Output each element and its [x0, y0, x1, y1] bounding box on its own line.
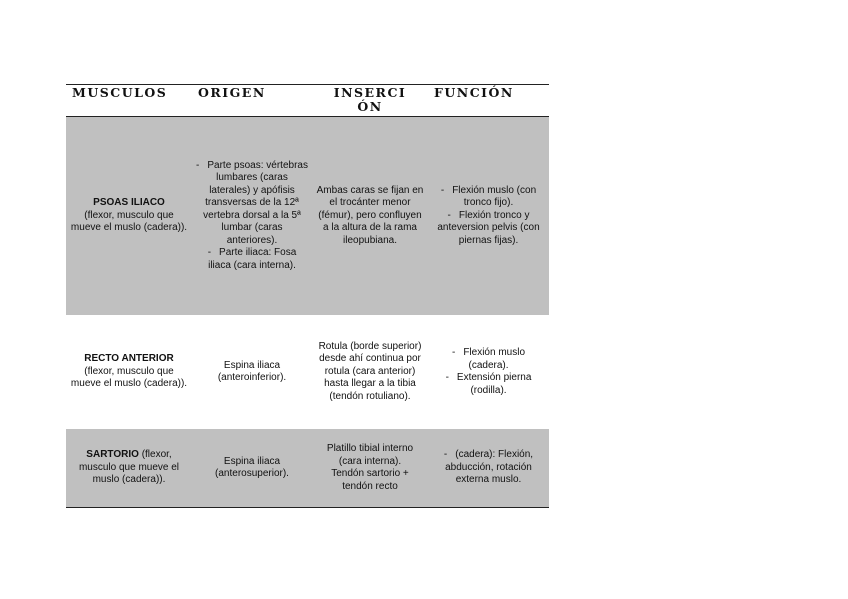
- funcion-cell: [428, 117, 549, 316]
- funcion-item: [432, 372, 545, 397]
- table-row: [66, 117, 549, 316]
- header-insercion-line2: ÓN: [357, 99, 383, 114]
- insercion-line: Tendón sartorio + tendón recto: [331, 468, 409, 492]
- insercion-cell: [312, 429, 428, 508]
- funcion-item: [432, 347, 545, 372]
- insercion-line: Platillo tibial interno (cara interna).: [326, 443, 414, 467]
- funcion-text: Flexión muslo (cadera).: [463, 347, 526, 371]
- dash: -: [447, 209, 451, 221]
- funcion-item: [432, 185, 545, 210]
- insercion-cell: Ambas caras se fijan en el trocánter menor (fémur), pero confluyen a la altura de la rama ileopubiana.: [312, 117, 428, 316]
- dash: -: [440, 184, 445, 196]
- origen-item: [196, 160, 308, 248]
- funcion-item: [432, 210, 545, 248]
- funcion-text: (cadera): Flexión, abducción, rotación externa muslo.: [445, 449, 534, 486]
- funcion-item: [432, 449, 545, 487]
- origen-text: Parte iliaca: Fosa iliaca (cara interna).: [208, 247, 297, 271]
- insercion-cell: Rotula (borde superior) desde ahí continua por rotula (cara anterior) hasta llegar a la tibia (tendón rotuliano).: [318, 340, 422, 402]
- muscle-desc: (flexor, musculo que mueve el muslo (cadera)).: [70, 209, 188, 234]
- funcion-text: Extensión pierna (rodilla).: [456, 372, 532, 396]
- header-row: [66, 85, 549, 117]
- muscle-cell: [66, 117, 192, 316]
- table-row: [66, 315, 549, 429]
- funcion-cell: [428, 429, 549, 508]
- origen-item: [196, 247, 308, 272]
- header-origen: ORIGEN: [192, 85, 312, 117]
- funcion-text: Flexión tronco y anteversion pelvis (con piernas fijas).: [437, 209, 540, 246]
- muscle-desc: (flexor, musculo que mueve el muslo (cadera)).: [78, 449, 180, 486]
- dash: -: [196, 159, 200, 171]
- dash: -: [445, 372, 449, 383]
- muscle-cell: [66, 315, 192, 429]
- muscle-cell: [66, 429, 192, 508]
- header-musculos: MUSCULOS: [66, 85, 192, 117]
- header-funcion: FUNCIÓN: [428, 85, 549, 117]
- table-row: [66, 429, 549, 508]
- header-insercion: [312, 85, 428, 117]
- origen-text: Parte psoas: vértebras lumbares (caras laterales) y apófisis transversas de la 12ª vertebra dorsal a la 5ª lumbar (caras anteriores).: [203, 159, 308, 246]
- funcion-cell: [428, 315, 549, 429]
- dash: -: [207, 247, 212, 259]
- origen-cell: Espina iliaca (anteroinferior).: [217, 359, 287, 383]
- muscle-name: SARTORIO: [86, 449, 139, 461]
- muscle-table: [66, 84, 549, 508]
- origen-cell: Espina iliaca (anterosuperior).: [192, 429, 312, 508]
- muscle-name: RECTO ANTERIOR: [84, 353, 174, 365]
- muscle-name: PSOAS ILIACO: [93, 197, 165, 209]
- funcion-text: Flexión muslo (con tronco fijo).: [452, 184, 537, 209]
- muscle-desc: (flexor, musculo que mueve el muslo (cadera)).: [70, 365, 188, 390]
- dash: -: [451, 347, 456, 358]
- origen-cell: [192, 117, 312, 316]
- header-insercion-line1: INSERCI: [333, 85, 407, 100]
- dash: -: [443, 449, 448, 461]
